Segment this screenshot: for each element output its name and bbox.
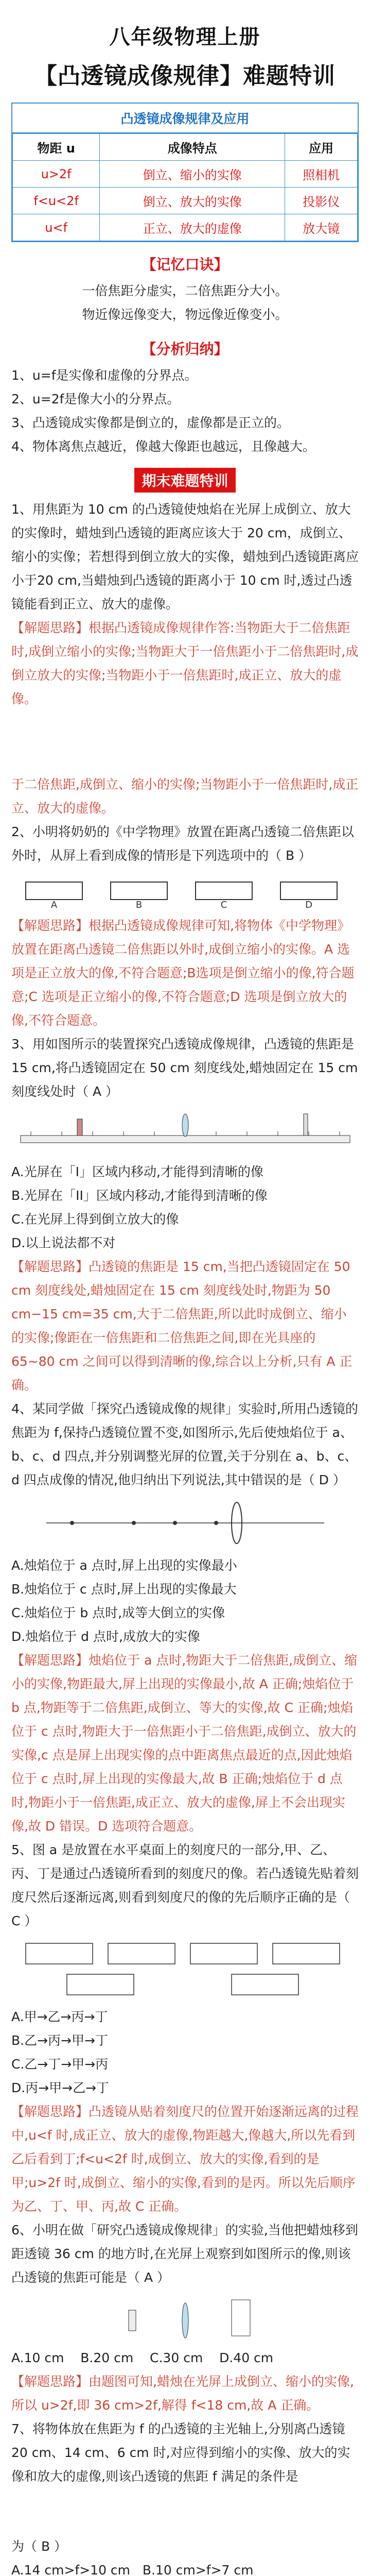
- memo-heading: 【记忆口诀】: [142, 256, 228, 273]
- option-item: B.乙→丙→甲→丁: [11, 2033, 108, 2048]
- spacer: [11, 2488, 359, 2535]
- lens-axis-figure: [11, 1497, 359, 1549]
- option-label: B.20 cm: [80, 2350, 134, 2365]
- table-cell: 倒立、缩小的实像: [100, 161, 285, 188]
- table-header-row: [13, 134, 358, 161]
- option-item: B.光屏在「II」区域内移动,才能得到清晰的像: [11, 1188, 268, 1203]
- option-label: D: [305, 900, 312, 909]
- optical-bench-diagram: [15, 1109, 355, 1155]
- table-cell: 倒立、放大的实像: [100, 188, 285, 214]
- analysis-item: 2、u=2f是像大小的分界点。: [11, 392, 180, 406]
- table-row: [13, 161, 358, 188]
- memo-line: 一倍焦距分虚实，二倍焦距分大小。: [82, 283, 288, 298]
- table-cell: 投影仪: [285, 188, 358, 214]
- question-text: 1、用焦距为 10 cm 的凸透镜使烛焰在光屏上成倒立、放大的实像时，蜡烛到凸透镜的距离应该大于 20 cm，成倒立、缩小的实像；若想得到倒立放大的实像，蜡烛到凸透镜距离应小于20 cm,当蜡烛到凸透镜的距离小于 10 cm 时,透过凸透镜能看到正立、放大的虚像。: [11, 502, 359, 612]
- ruler-image-figure: [11, 1938, 359, 2000]
- question-text: 2、小明将奶奶的《中学物理》放置在距离凸透镜二倍焦距以外时，从屏上看到成像的情形是下列选项中的（ B ）: [11, 824, 354, 863]
- table-row: [13, 188, 358, 214]
- figure-options: [11, 873, 359, 909]
- option-label: B: [135, 900, 142, 909]
- solution-text: 【解题思路】根据凸透镜成像规律作答:当物距大于二倍焦距时,成倒立缩小的实像;当物距大于一倍焦距小于二倍焦距时,成倒立放大的实像;当物距小于一倍焦距时,成正立、放大的虚像。: [11, 620, 359, 706]
- table-cell: 照相机: [285, 161, 358, 188]
- option-label: C: [220, 900, 227, 909]
- solution-text: 于二倍焦距,成倒立、缩小的实像;当物距小于一倍焦距时,成正立、放大的虚像。: [11, 777, 359, 816]
- lens-image-figure: [15, 873, 355, 909]
- optical-bench-figure: [11, 1109, 359, 1155]
- ruler-images-diagram: [21, 1938, 350, 2000]
- option-item: C.在光屏上得到倒立放大的像: [11, 1212, 179, 1227]
- question-text: 6、小明在做「研究凸透镜成像规律」的实验,当他把蜡烛移到距透镜 36 cm 的地方时,在光屏上观察到如图所示的像,则该凸透镜的焦距可能是（ A ）: [11, 2223, 358, 2285]
- option-item: A.甲→乙→丙→丁: [11, 2009, 108, 2024]
- option-item: C.烛焰位于 b 点时,成等大倒立的实像: [11, 1605, 225, 1620]
- solution-text: 【解题思路】烛焰位于 a 点时,物距大于二倍焦距,成倒立、缩小的实像,物距最大,屏上出现的实像最小,故 A 正确;烛焰位于 b 点,物距等于二倍焦距,成倒立、等大的实像,故 C 正确;烛焰位于 c 点时,物距大于一倍焦距小于二倍焦距,成倒立、放大的实像,c 点是屏上出现实像的点中距离焦点最近的点,因此烛焰位于 c 点时,屏上出现的实像最大,故 B 正确;烛焰位于 d 点时,物距小于一倍焦距,成正立、放大的虚像,屏上不会出现实像,故 D 错误。D 选项符合题意。: [11, 1653, 358, 1834]
- option-item: D.丙→甲→乙→丁: [11, 2080, 110, 2095]
- analysis-item: 3、凸透镜成实像都是倒立的，虚像都是正立的。: [11, 415, 290, 430]
- analysis-item: 4、物体离焦点越近，像越大像距也越远，且像越大。: [11, 439, 315, 454]
- section-title: 期末难题特训: [134, 468, 235, 493]
- rules-grid: [12, 133, 358, 241]
- spacer: [11, 711, 359, 773]
- option-label: D.40 cm: [219, 2350, 274, 2365]
- analysis-item: 1、u=f是实像和虚像的分界点。: [11, 368, 198, 383]
- screen-image-figure: [11, 2295, 359, 2341]
- solution-text: 【解题思路】凸透镜从贴着刻度尺的位置开始逐渐远离的过程中,u<f 时,成正立、放大的虚像,物距越大,像越大,所以先看到乙后看到丁;f<u<2f 时,成倒立、放大的实像,看到的是甲;u>2f 时,成倒立、缩小的实像,看到的是丙。所以先后顺序为乙、丁、甲、丙,故 C 正确。: [11, 2104, 359, 2214]
- table-header: 物距 u: [13, 134, 100, 161]
- table-cell: 放大镜: [285, 214, 358, 241]
- analysis-heading: 【分析归纳】: [142, 341, 228, 358]
- table-header: 应用: [285, 134, 358, 161]
- memo-line: 物近像远像变大，物远像近像变小。: [82, 307, 288, 322]
- table-row: [13, 214, 358, 241]
- solution-text: 【解题思路】由题图可知,蜡烛在光屏上成倒立、缩小的实像,所以 u>2f,即 36 cm>2f,解得 f<18 cm,故 A 正确。: [11, 2374, 354, 2413]
- option-label: B.10 cm>f>7 cm: [142, 2563, 254, 2576]
- option-item: A.光屏在「I」区域内移动,才能得到清晰的像: [11, 1164, 263, 1179]
- table-header: 成像特点: [100, 134, 285, 161]
- option-label: A.14 cm>f>10 cm: [11, 2563, 131, 2576]
- table-cell: u<f: [13, 214, 100, 241]
- option-item: B.烛焰位于 c 点时,屏上出现的实像最大: [11, 1582, 237, 1597]
- option-item: D.以上说法都不对: [11, 1235, 116, 1250]
- option-item: [11, 2346, 359, 2370]
- section-banner: [11, 468, 359, 493]
- table-cell: f<u<2f: [13, 188, 100, 214]
- page-subtitle: 【凸透镜成像规律】难题特训: [34, 63, 336, 89]
- lens-axis-diagram: [41, 1497, 329, 1549]
- rules-table: [11, 103, 359, 242]
- question-text: 5、图 a 是放置在水平桌面上的刻度尺的一部分,甲、乙、丙、丁是通过凸透镜所看到的刻度尺的像。若凸透镜先贴着刻度尺然后逐渐远离,则看到刻度尺的像的先后顺序正确的是（ C ）: [11, 1842, 359, 1928]
- answer-text: 为（ B ）: [11, 2539, 67, 2554]
- question-text: 3、用如图所示的装置探究凸透镜成像规律，凸透镜的焦距是 15 cm,将凸透镜固定在 50 cm 刻度线处,蜡烛固定在 15 cm 刻度线处时（ A ）: [11, 1037, 358, 1099]
- page-title: 八年级物理上册: [109, 25, 261, 49]
- option-item: D.烛焰位于 d 点时,成放大的实像: [11, 1629, 200, 1644]
- solution-text: 【解题思路】凸透镜的焦距是 15 cm,当把凸透镜固定在 50 cm 刻度线处,蜡烛固定在 15 cm 刻度线处时,物距为 50 cm−15 cm=35 cm,大于二倍焦距,所以此时成倒立、缩小的实像;像距在一倍焦距和二倍焦距之间,即在光具座的 65~80 cm 之间可以得到清晰的像,综合以上分析,只有 A 正确。: [11, 1259, 353, 1393]
- option-label: C.30 cm: [150, 2350, 203, 2365]
- screen-image-diagram: [108, 2295, 262, 2341]
- option-item: C.乙→丁→甲→丙: [11, 2057, 109, 2072]
- option-label: A.10 cm: [11, 2350, 64, 2365]
- option-label: A: [50, 900, 57, 909]
- table-cell: 正立、放大的虚像: [100, 214, 285, 241]
- option-item: A.烛焰位于 a 点时,屏上出现的实像最小: [11, 1558, 237, 1573]
- table-cell: u>2f: [13, 161, 100, 188]
- question-text: 7、将物体放在焦距为 f 的凸透镜的主光轴上,分别离凸透镜 20 cm、14 cm、6 cm 时,对应得到缩小的实像、放大的实像和放大的虚像,则该凸透镜的焦距 f 满足的条件是: [11, 2421, 350, 2484]
- table-caption: 凸透镜成像规律及应用: [12, 104, 358, 133]
- solution-text: 【解题思路】根据凸透镜成像规律可知,将物体《中学物理》放置在距离凸透镜二倍焦距以外时,成倒立缩小的实像。A 选项是正立放大的像,不符合题意;B选项是倒立缩小的像,符合题意;C 选项是正立缩小的像,不符合题意;D 选项是倒立放大的像,不符合题意。: [11, 918, 355, 1028]
- question-text: 4、某同学做「探究凸透镜成像的规律」实验时,所用凸透镜的焦距为 f,保持凸透镜位置不变,如图所示,先后使烛焰位于 a、b、c、d 四点,并分别调整光屏的位置,关于分别在 a、b、c、d 四点成像的情况,他归纳出下列说法,其中错误的是（ D ）: [11, 1401, 358, 1487]
- option-item: [11, 2558, 359, 2576]
